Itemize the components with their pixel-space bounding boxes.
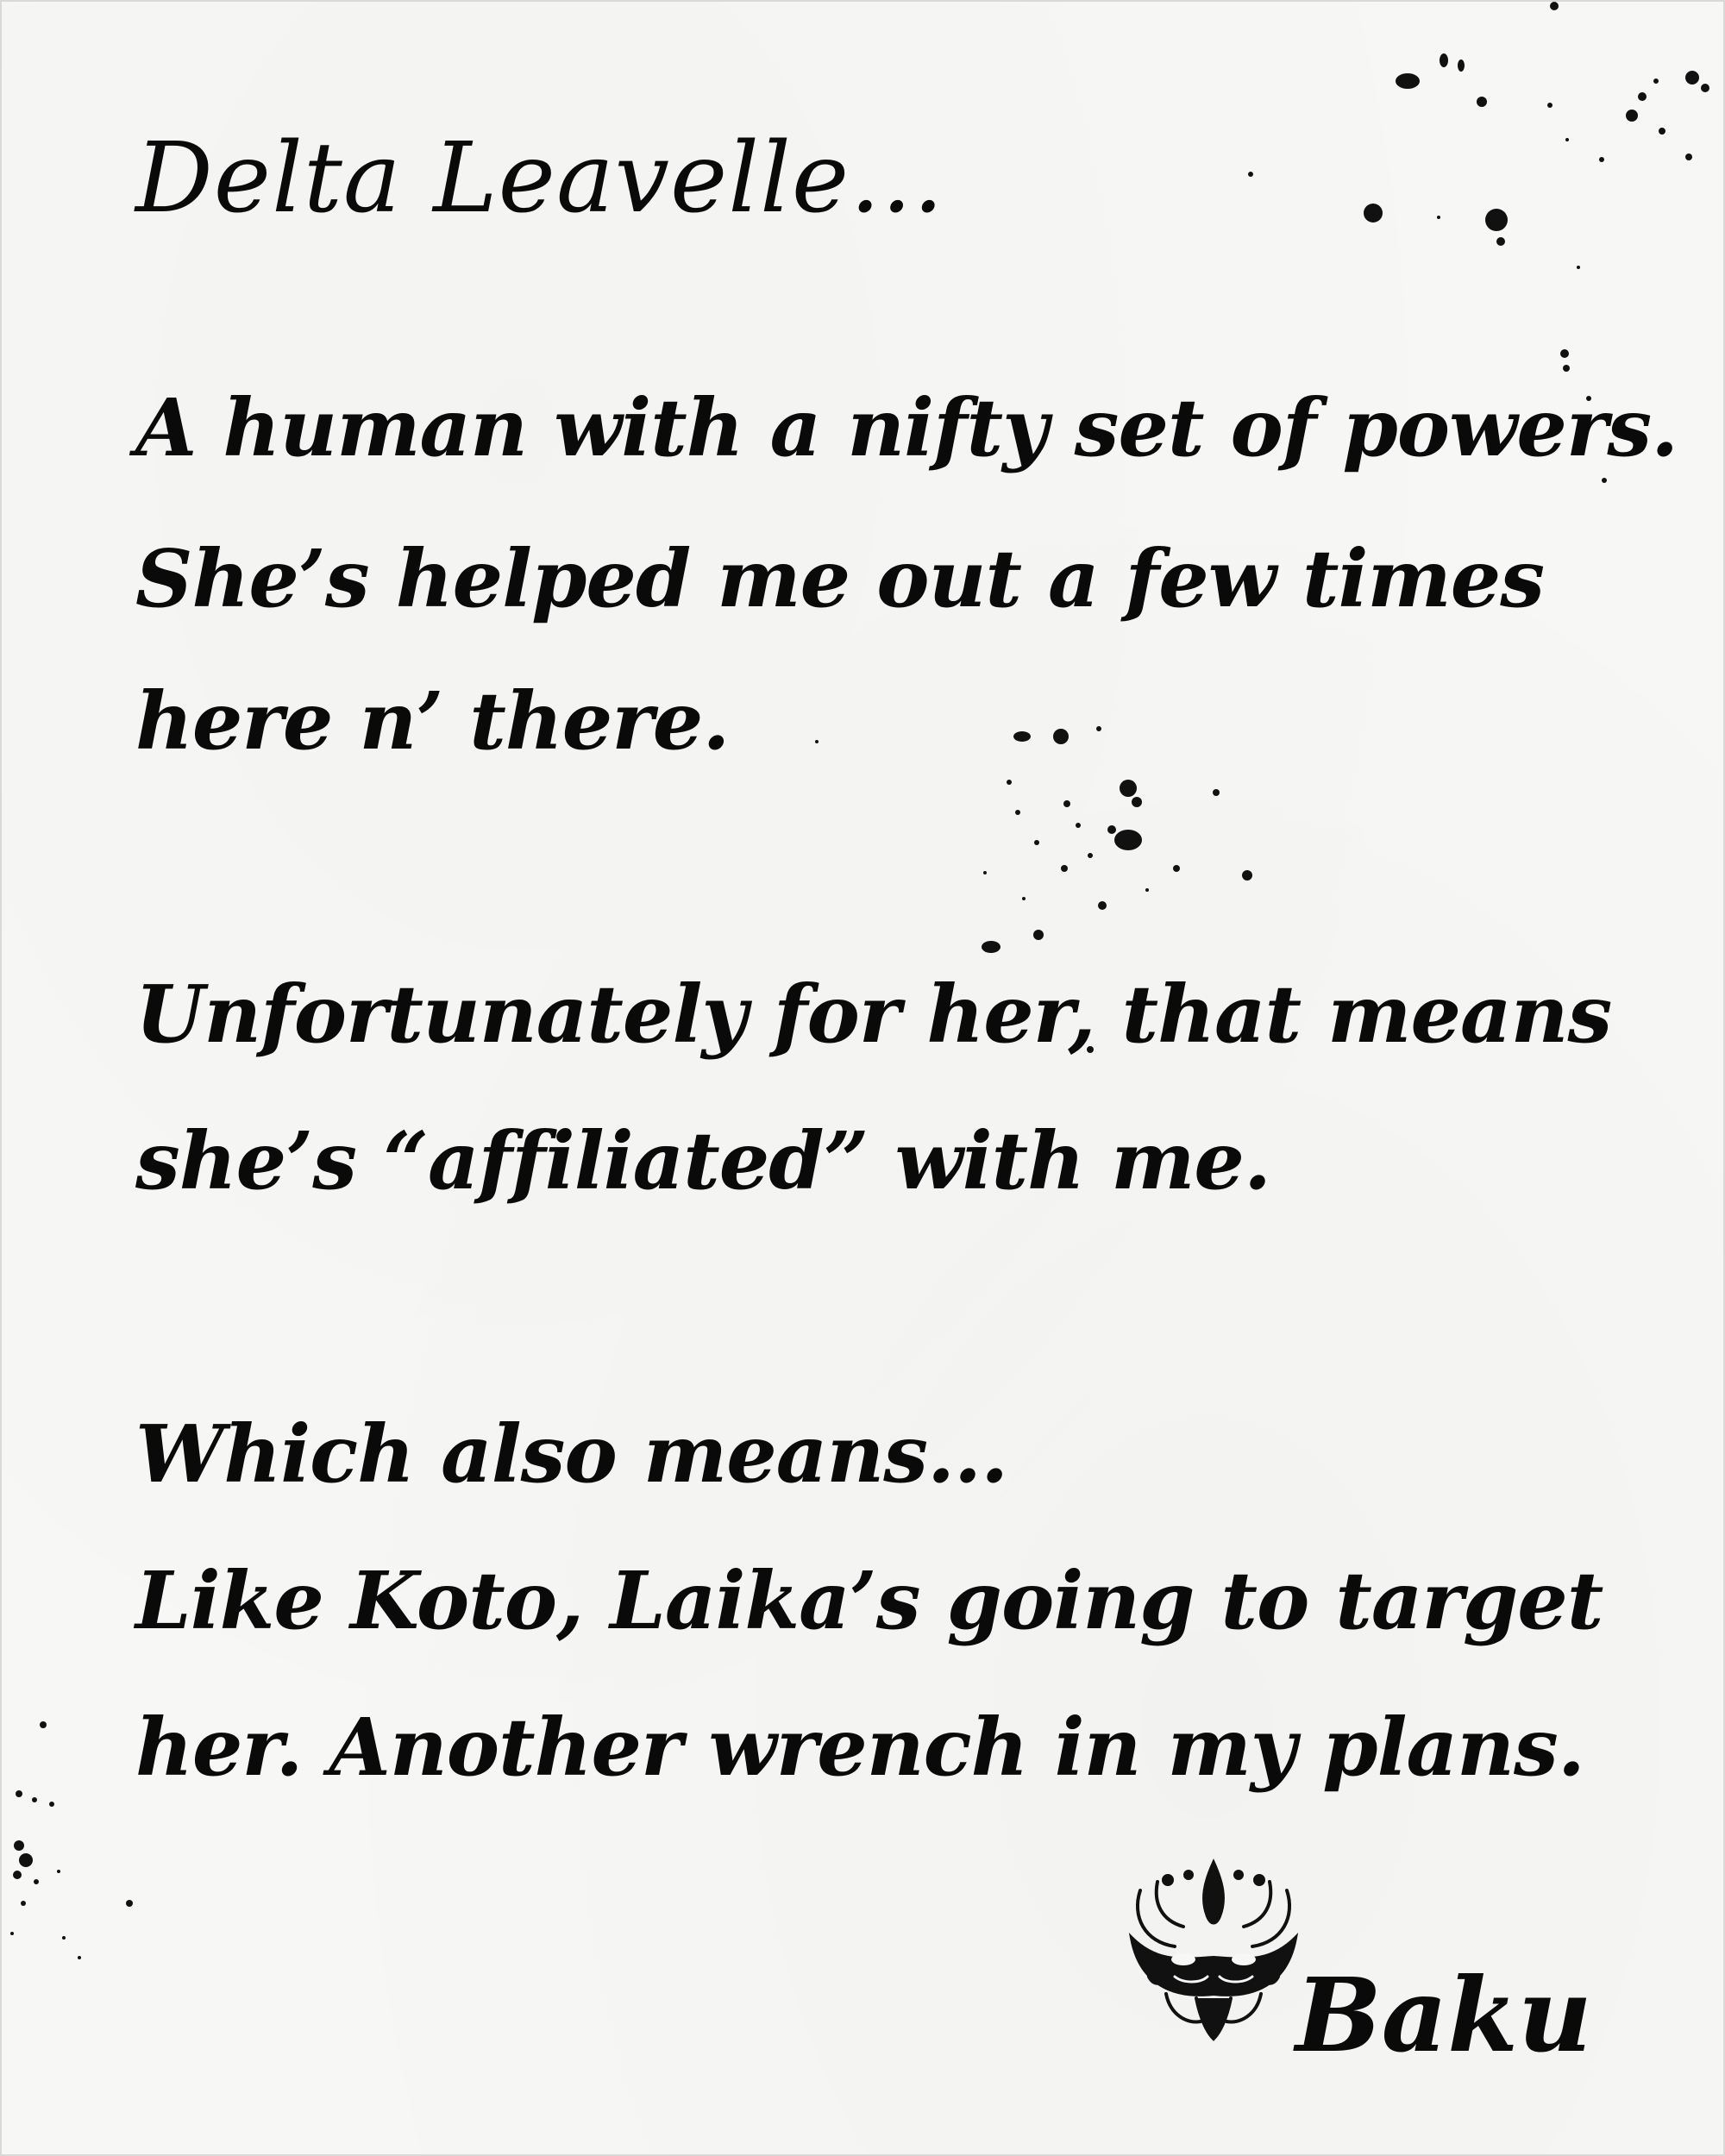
baku-crest-icon	[1114, 1856, 1313, 2046]
paragraph-2-line-1: Unfortunately for her, that means	[135, 968, 1612, 1061]
paragraph-2-line-2: she’s “affiliated” with me.	[135, 1114, 1270, 1207]
paragraph-3-line-1: Which also means...	[135, 1407, 1008, 1501]
paragraph-3-line-2: Like Koto, Laika’s going to target	[135, 1554, 1603, 1647]
letter-title: Delta Leavelle...	[135, 122, 944, 235]
paragraph-1-line-1: A human with a nifty set of powers.	[135, 381, 1678, 474]
ink-splatter-decoration	[2, 2, 1725, 2156]
paragraph-1-line-3: here n’ there.	[135, 674, 730, 768]
signature: Baku	[1295, 1955, 1592, 2075]
paragraph-3-line-3: her. Another wrench in my plans.	[135, 1701, 1584, 1794]
paragraph-1-line-2: She’s helped me out a few times	[135, 532, 1545, 625]
